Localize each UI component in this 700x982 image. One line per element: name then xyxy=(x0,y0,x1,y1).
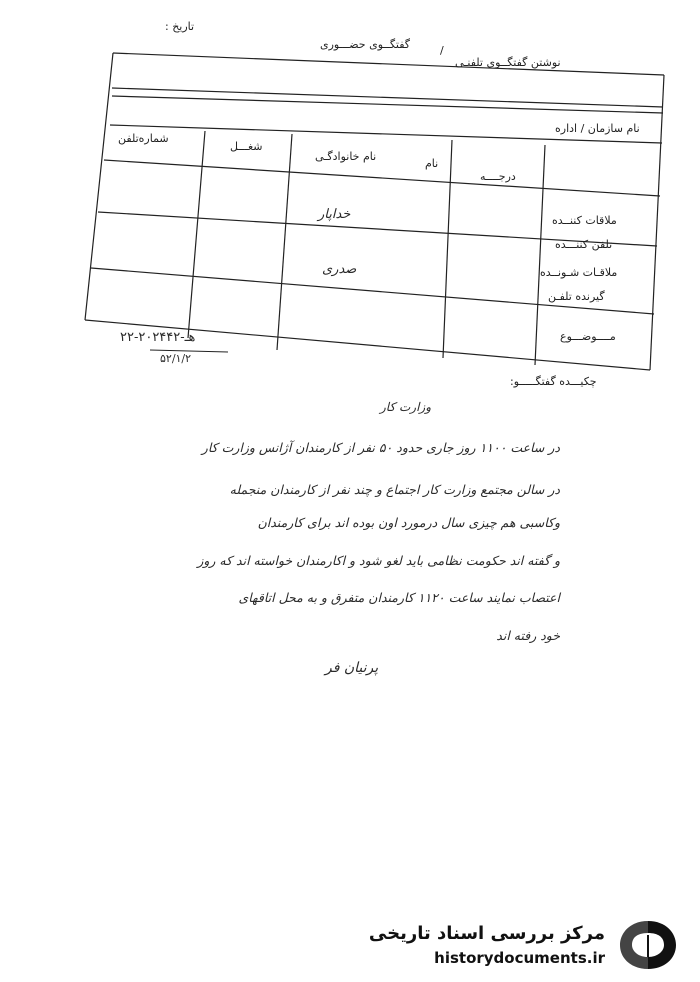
subject-label: مــــوضـــوع xyxy=(560,330,616,343)
ministry-heading: وزارت کار xyxy=(380,400,431,414)
watermark xyxy=(368,915,690,975)
body-line-4: و گفته اند حکومت نظامی باید لغو شود و اکارمندان خواسته اند که روز xyxy=(197,553,560,568)
body-line-1: در ساعت ۱۱۰۰ روز جاری حدود ۵۰ نفر از کارمندان آژانس وزارت کار xyxy=(201,440,560,455)
watermark-name: مرکز بررسی اسناد تاریخی xyxy=(368,923,605,944)
header-family-name: نام خانوادگـی xyxy=(315,150,377,163)
stamp-underline xyxy=(150,348,230,354)
caller-label-phone: تلفن کننـــده xyxy=(555,238,613,251)
caller-label-visit: ملاقات کننــده xyxy=(552,214,617,227)
callee-family-name: صدری xyxy=(322,262,357,277)
callee-label-phone: گیرنده تلفـن xyxy=(548,290,605,303)
body-line-6: خود رفته اند xyxy=(496,628,560,643)
body-line-2: در سالن مجتمع وزارت کار اجتماع و چند نفر از کارمندان منجمله xyxy=(229,482,560,497)
callee-label-visit: ملاقـات شـونــده xyxy=(540,266,618,279)
date-label: تاریخ : xyxy=(165,20,195,33)
form-type-inperson: گفتگــوی حضـــوری xyxy=(320,38,411,51)
body-line-5: اعتصاب نمایند ساعت ۱۱۲۰ کارمندان متفرق و به محل اتاقهای xyxy=(238,590,560,605)
file-date: ۵۲/۱/۲ xyxy=(160,352,192,365)
watermark-url: historydocuments.ir xyxy=(434,949,605,967)
header-phone-number: شماره‌تلفن xyxy=(118,132,169,145)
header-job: شغـــل xyxy=(230,140,263,153)
summary-label: چکیـــده گفتگـــــو: xyxy=(510,375,597,388)
header-first-name: نام xyxy=(425,157,439,170)
form-type-separator: / xyxy=(440,44,444,57)
body-line-3: وکاسبی هم چیزی سال درمورد اون بوده اند برای کارمندان xyxy=(257,515,560,530)
signature: پرنیان فر xyxy=(325,660,379,676)
org-name-label: نام سازمان / اداره xyxy=(555,122,640,135)
caller-family-name: خداپار xyxy=(318,207,351,222)
form-type-phone: نوشتن گفتگــوی تلفنـی xyxy=(455,56,561,69)
file-number: ۲۲-۲۰هـ-۲۴۴۲ xyxy=(120,330,196,345)
watermark-logo-icon xyxy=(616,917,680,973)
header-rank: درجــــه xyxy=(480,170,516,183)
